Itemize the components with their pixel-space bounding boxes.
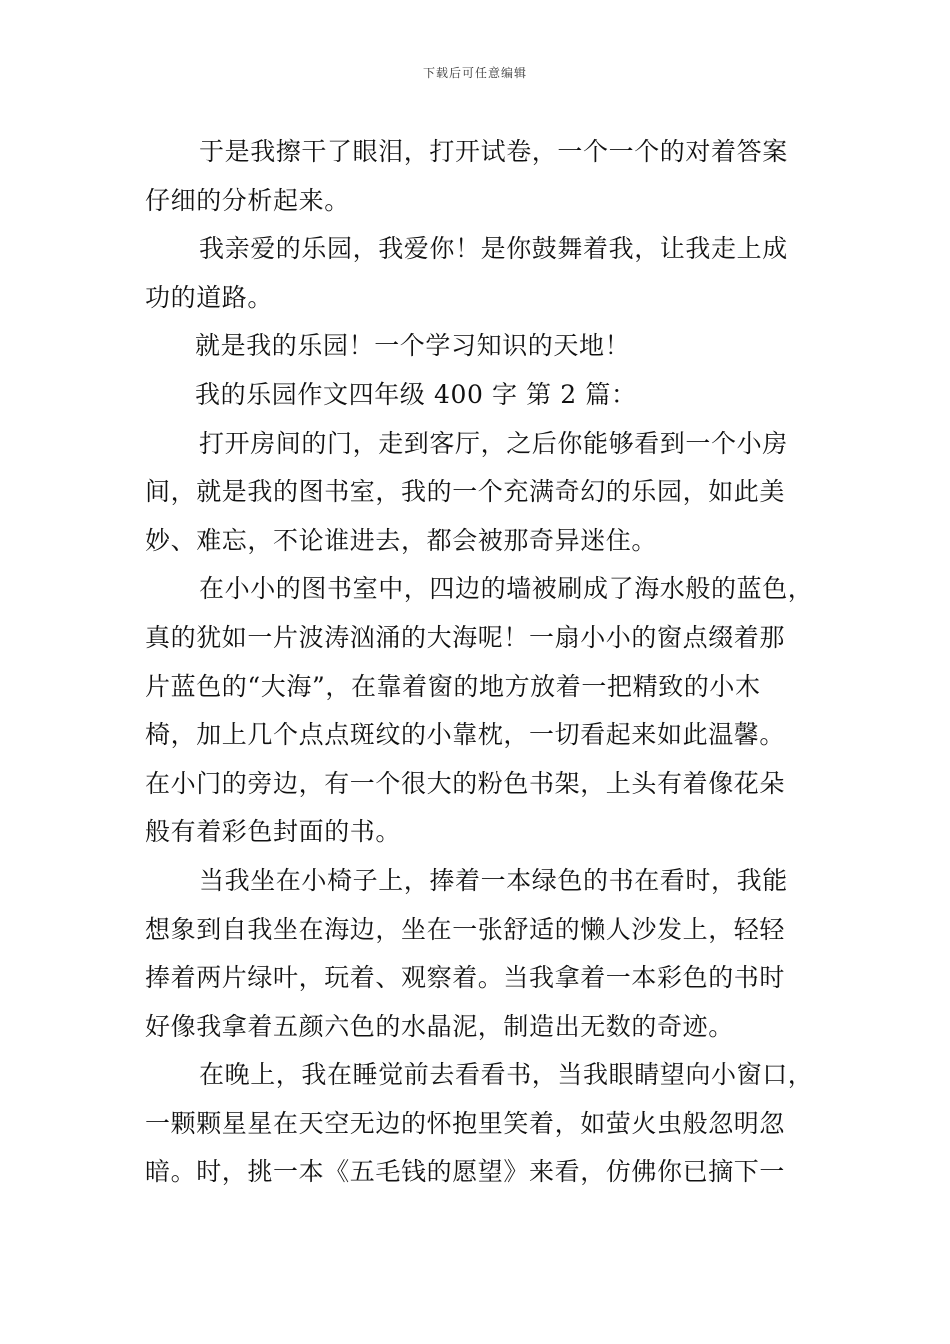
text-line: 想象到自我坐在海边，坐在一张舒适的懒人沙发上，轻轻 [145, 914, 786, 944]
text-line: 片蓝色的“大海”，在靠着窗的地方放着一把精致的小木 [145, 671, 761, 701]
body-text [145, 128, 814, 1197]
text-line: 当我坐在小椅子上，捧着一本绿色的书在看时，我能 [199, 865, 788, 895]
text-line: 功的道路。 [145, 282, 274, 312]
text-line: 好像我拿着五颜六色的水晶泥，制造出无数的奇迹。 [145, 1011, 734, 1041]
text-line: 就是我的乐园！一个学习知识的天地！ [195, 331, 631, 361]
page-header: 下载后可任意编辑 [422, 66, 527, 80]
text-line: 妙、难忘，不论谁进去，都会被那奇异迷住。 [145, 525, 658, 555]
text-line: 间，就是我的图书室，我的一个充满奇幻的乐园，如此美 [145, 477, 786, 507]
text-line: 一颗颗星星在天空无边的怀抱里笑着，如萤火虫般忽明忽 [145, 1108, 786, 1138]
text-line: 在小小的图书室中，四边的墙被刷成了海水般的蓝色， [199, 574, 814, 604]
text-line: 捧着两片绿叶，玩着、观察着。当我拿着一本彩色的书时 [145, 963, 786, 993]
text-line: 在小门的旁边，有一个很大的粉色书架，上头有着像花朵 [145, 768, 786, 798]
text-line: 仔细的分析起来。 [145, 185, 350, 215]
text-line: 暗。时，挑一本《五毛钱的愿望》来看，仿佛你已摘下一 [145, 1157, 786, 1187]
text-line: 真的犹如一片波涛汹涌的大海呢！一扇小小的窗点缀着那 [145, 622, 786, 652]
text-line: 在晚上，我在睡觉前去看看书，当我眼睛望向小窗口， [199, 1060, 814, 1090]
text-line: 椅，加上几个点点斑纹的小靠枕，一切看起来如此温馨。 [145, 720, 786, 750]
section-heading: 我的乐园作文四年级 400 字 第 2 篇： [195, 379, 637, 409]
text-line: 于是我擦干了眼泪，打开试卷，一个一个的对着答案 [199, 137, 788, 166]
text-line: 我亲爱的乐园，我爱你！是你鼓舞着我，让我走上成 [199, 234, 788, 264]
text-line: 打开房间的门，走到客厅，之后你能够看到一个小房 [199, 428, 788, 458]
text-line: 般有着彩色封面的书。 [145, 817, 402, 847]
